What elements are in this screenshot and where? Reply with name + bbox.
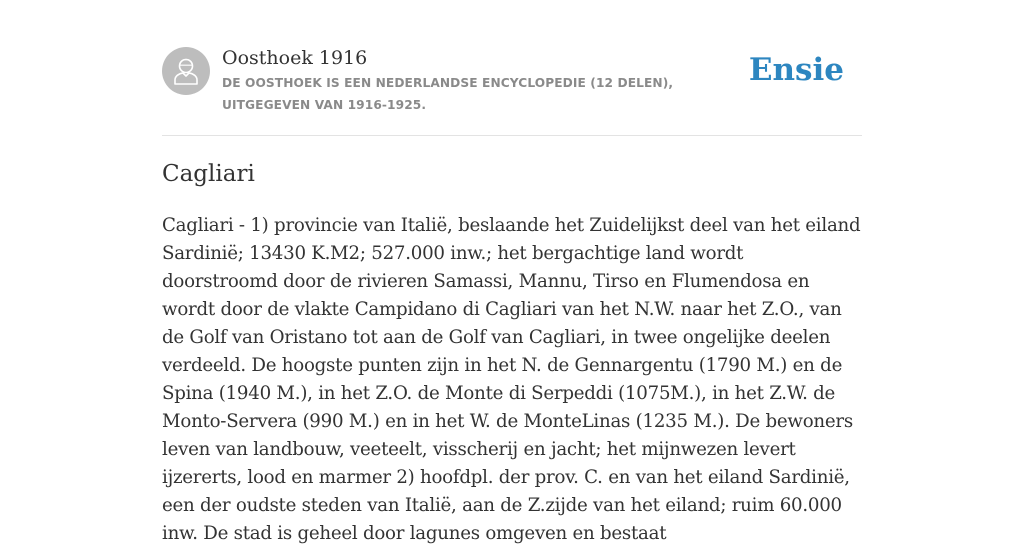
source-header	[162, 46, 862, 116]
source-title[interactable]: Oosthoek 1916	[222, 47, 368, 69]
ensie-logo[interactable]: Ensie	[748, 52, 844, 88]
article-body: Cagliari - 1) provincie van Italië, beslaande het Zuidelijkst deel van het eiland Sardinië; 13430 K.M2; 527.000 inw.; het bergachtige land wordt doorstroomd door de rivieren Samassi, Mannu, Tirso en Flumendosa en wordt door de vlakte Campidano di Cagliari van het N.W. naar het Z.O., van de Golf van Oristano tot aan de Golf van Cagliari, in twee ongelijke deelen verdeeld. De hoogste punten zijn in het N. de Gennargentu (1790 M.) en de Spina (1940 M.), in het Z.O. de Monte di Serpeddi (1075M.), in het Z.W. de Monto-Servera (990 M.) en in het W. de MonteLinas (1235 M.). De bewoners leven van landbouw, veeteelt, visscherij en jacht; het mijnwezen levert ijzererts, lood en marmer 2) hoofdpl. der prov. C. en van het eiland Sardinië, een der oudste steden van Italië, aan de Z.zijde van het eiland; ruim 60.000 inw. De stad is geheel door lagunes omgeven en bestaat	[162, 215, 861, 544]
source-avatar[interactable]	[162, 47, 210, 95]
user-avatar-icon	[162, 47, 210, 95]
source-description: DE OOSTHOEK IS EEN NEDERLANDSE ENCYCLOPEDIE (12 DELEN), UITGEGEVEN VAN 1916-1925.	[222, 76, 674, 112]
header-divider	[162, 135, 862, 136]
article-title: Cagliari	[162, 161, 255, 187]
